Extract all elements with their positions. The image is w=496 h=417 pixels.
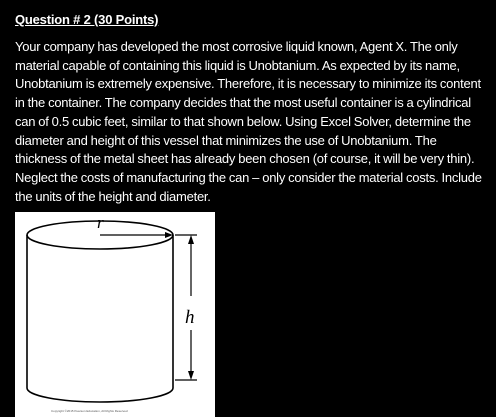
radius-label: r — [97, 213, 104, 232]
question-paragraph: Your company has developed the most corrosive liquid known, Agent X. The only material capable of containing this liquid is Unobtanium. As expected by its name, Unobtanium is extremely expensive. Therefore, it is necessary to minimize its content in the container. The company decides that the most useful container is a cylindrical can of 0.5 cubic feet, similar to that shown below. Using Excel Solver, determine the diameter and height of this vessel that minimizes the use of Unobtanium. The thickness of the metal sheet has already been chosen (of course, it will be very thin). Neglect the costs of manufacturing the can – only consider the material costs. Include the units of the height and diameter. — [15, 39, 482, 204]
cylinder-bottom-arc — [27, 388, 173, 402]
copyright-notice: Copyright ©2015 Pearson Education, All Rights Reserved — [51, 409, 128, 413]
cylinder-figure — [15, 212, 215, 417]
height-arrowhead-up — [188, 235, 194, 244]
height-arrowhead-down — [188, 371, 194, 380]
cylinder-diagram — [15, 212, 215, 417]
height-label: h — [185, 307, 195, 328]
question-heading: Question # 2 (30 Points) — [15, 12, 159, 27]
